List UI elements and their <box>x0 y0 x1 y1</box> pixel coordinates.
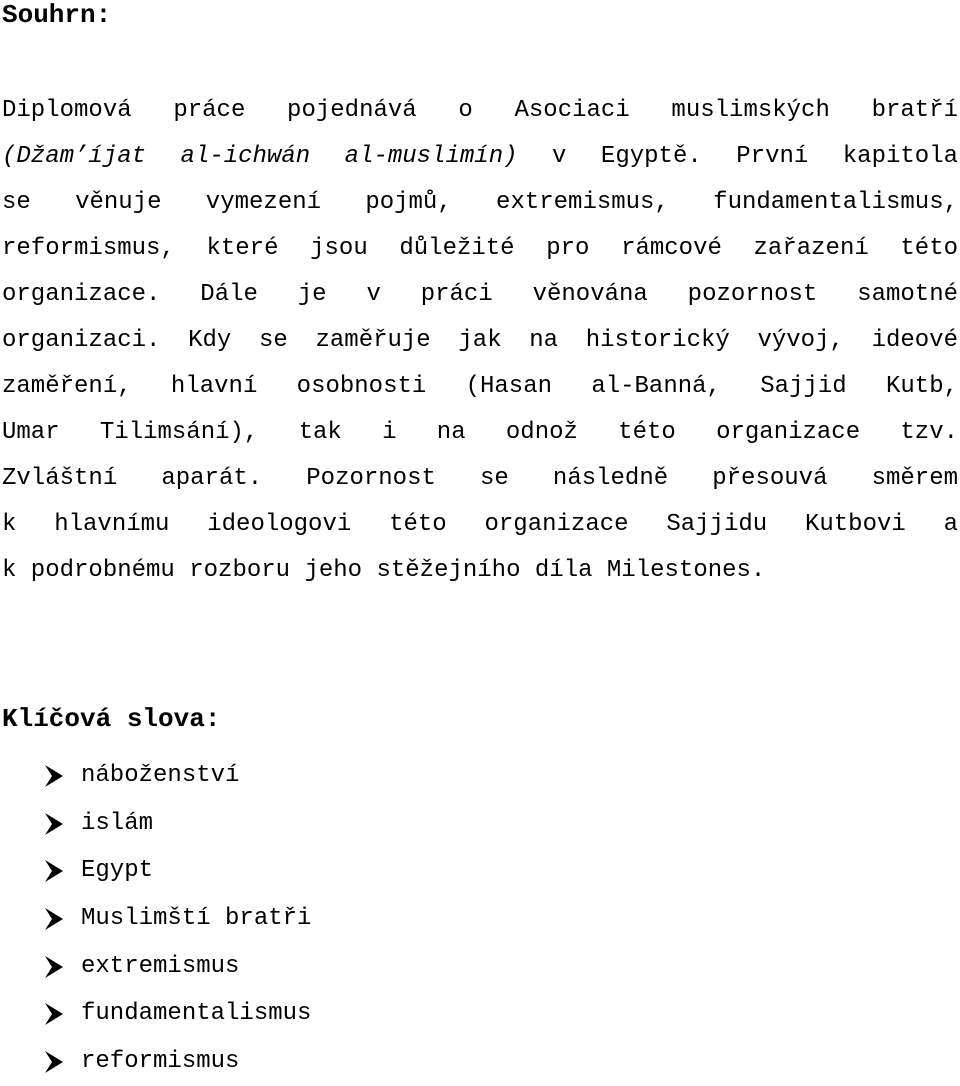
abstract-line: Umar Tilimsání), tak i na odnož této organizace tzv. <box>2 419 958 446</box>
arabic-name-italic: (Džam’íjat al-ichwán al-muslimín) <box>2 143 518 170</box>
abstract-line: Zvláštní aparát. Pozornost se následně přesouvá směrem <box>2 465 958 492</box>
abstract-paragraph <box>2 88 958 594</box>
arrow-bullet-icon <box>42 907 66 931</box>
arrow-bullet-icon <box>42 764 66 788</box>
arrow-bullet-icon <box>42 1050 66 1074</box>
abstract-line-text: v Egyptě. První kapitola <box>552 143 958 170</box>
summary-heading: Souhrn: <box>2 0 112 30</box>
arrow-bullet-icon <box>42 1002 66 1026</box>
keyword-label: fundamentalismus <box>81 1000 312 1028</box>
keyword-label: Egypt <box>81 857 154 885</box>
abstract-line: se věnuje vymezení pojmů, extremismus, fundamentalismus, <box>2 189 958 216</box>
abstract-line: k hlavnímu ideologovi této organizace Sajjidu Kutbovi a <box>2 511 958 538</box>
keyword-item <box>0 752 311 800</box>
keyword-item <box>0 895 311 943</box>
keyword-item <box>0 847 311 895</box>
keyword-label: extremismus <box>81 952 240 980</box>
keywords-list <box>0 752 311 1086</box>
keyword-item <box>0 1038 311 1086</box>
keyword-item <box>0 800 311 848</box>
abstract-line: k podrobnému rozboru jeho stěžejního díla Milestones. <box>2 557 766 584</box>
abstract-line: reformismus, které jsou důležité pro rámcové zařazení této <box>2 235 958 262</box>
arrow-bullet-icon <box>42 812 66 836</box>
keyword-label: reformismus <box>81 1047 240 1075</box>
arrow-bullet-icon <box>42 955 66 979</box>
keyword-label: náboženství <box>81 761 240 789</box>
abstract-line: organizaci. Kdy se zaměřuje jak na historický vývoj, ideové <box>2 327 958 354</box>
keyword-label: islám <box>81 809 154 837</box>
keyword-item <box>0 943 311 991</box>
keyword-item <box>0 990 311 1038</box>
keyword-label: Muslimští bratři <box>81 904 312 932</box>
abstract-line <box>2 134 958 180</box>
keywords-heading: Klíčová slova: <box>2 704 221 734</box>
abstract-line: zaměření, hlavní osobnosti (Hasan al-Banná, Sajjid Kutb, <box>2 373 958 400</box>
arrow-bullet-icon <box>42 859 66 883</box>
abstract-line: organizace. Dále je v práci věnována pozornost samotné <box>2 281 958 308</box>
abstract-line: Diplomová práce pojednává o Asociaci muslimských bratří <box>2 97 958 124</box>
